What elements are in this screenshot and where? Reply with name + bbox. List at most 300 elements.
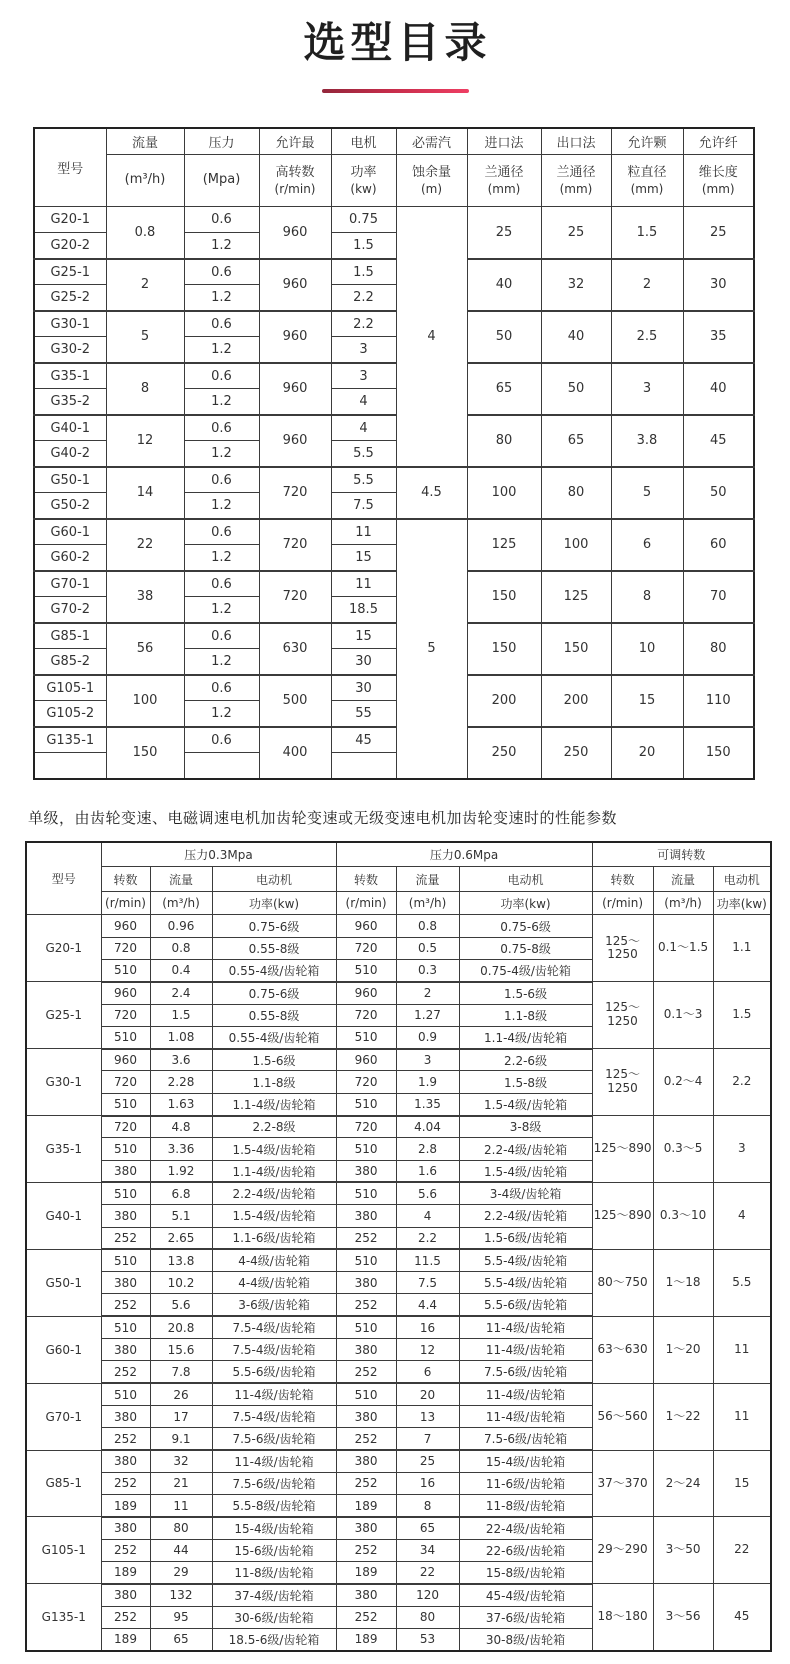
cell-flow: 0.3 <box>396 959 459 981</box>
cell-speed: 252 <box>336 1294 396 1316</box>
cell-flow: 22 <box>106 519 184 571</box>
header-col-unit: (kw) <box>350 181 377 196</box>
cell-adjustable-speed: 125～1250 <box>592 1049 653 1116</box>
cell-motor-config: 2.2-6级 <box>459 1049 592 1071</box>
cell-pressure: 1.2 <box>184 493 259 519</box>
cell-model: G50-1 <box>34 467 106 493</box>
cell-flow: 15.6 <box>150 1339 212 1361</box>
t2-header-row-groups <box>26 842 771 867</box>
cell-speed: 510 <box>101 959 150 981</box>
cell-speed: 380 <box>336 1517 396 1539</box>
cell-flow: 3 <box>396 1049 459 1071</box>
t1-head <box>34 128 754 207</box>
cell-flow: 7.5 <box>396 1272 459 1294</box>
cell-speed: 380 <box>336 1584 396 1606</box>
cell-motor-config: 15-6级/齿轮箱 <box>212 1539 336 1561</box>
cell-motor-config: 18.5-6级/齿轮箱 <box>212 1628 336 1650</box>
cell-model: G35-1 <box>26 1116 101 1183</box>
cell-flow: 65 <box>150 1628 212 1650</box>
header-col-line1: 流量 <box>106 128 184 155</box>
cell-motor-config: 1.5-4级/齿轮箱 <box>459 1160 592 1182</box>
cell-speed: 720 <box>101 1116 150 1138</box>
cell-motor-config: 3-4级/齿轮箱 <box>459 1182 592 1204</box>
cell-speed: 510 <box>101 1093 150 1115</box>
header-col-line1: 允许颗 <box>611 128 683 155</box>
table-row <box>34 519 754 545</box>
cell-speed: 380 <box>101 1405 150 1427</box>
cell-motor-power: 1.5 <box>331 259 396 285</box>
cell-adjustable-speed: 56～560 <box>592 1383 653 1450</box>
cell-model: G105-2 <box>34 701 106 727</box>
cell-flow: 0.96 <box>150 915 212 937</box>
cell-adjustable-power: 2.2 <box>713 1049 771 1116</box>
header-group: 压力0.3Mpa <box>101 842 336 867</box>
cell-adjustable-speed: 63～630 <box>592 1316 653 1383</box>
cell-flow: 13.8 <box>150 1249 212 1271</box>
cell-motor-power: 18.5 <box>331 597 396 623</box>
cell-speed: 510 <box>101 1182 150 1204</box>
cell-particle-diameter: 5 <box>611 467 683 519</box>
cell-speed: 252 <box>101 1606 150 1628</box>
cell-flow: 20 <box>396 1383 459 1405</box>
cell-speed: 380 <box>336 1339 396 1361</box>
cell-outlet-flange: 80 <box>541 467 611 519</box>
cell-motor-power: 4 <box>331 389 396 415</box>
cell-inlet-flange: 80 <box>467 415 541 467</box>
cell-speed: 252 <box>336 1361 396 1383</box>
cell-speed: 720 <box>101 1071 150 1093</box>
header-col-line23 <box>467 155 541 207</box>
cell-model: G135-1 <box>26 1584 101 1651</box>
cell-speed: 510 <box>101 1383 150 1405</box>
cell-motor-config: 4-4级/齿轮箱 <box>212 1249 336 1271</box>
cell-model: G50-1 <box>26 1249 101 1316</box>
cell-motor-config: 45-4级/齿轮箱 <box>459 1584 592 1606</box>
table-row <box>34 675 754 701</box>
cell-flow: 0.8 <box>106 207 184 259</box>
cell-inlet-flange: 200 <box>467 675 541 727</box>
cell-model: G30-1 <box>26 1049 101 1116</box>
cell-speed: 510 <box>336 1182 396 1204</box>
cell-flow: 100 <box>106 675 184 727</box>
cell-speed: 510 <box>336 1383 396 1405</box>
cell-max-speed: 720 <box>259 467 331 519</box>
cell-pressure: 0.6 <box>184 259 259 285</box>
cell-speed: 510 <box>101 1316 150 1338</box>
cell-flow: 14 <box>106 467 184 519</box>
cell-motor-config: 5.5-8级/齿轮箱 <box>212 1495 336 1517</box>
cell-model: G60-1 <box>26 1316 101 1383</box>
header-col-line23 <box>683 155 754 207</box>
cell-model: G20-1 <box>34 207 106 233</box>
cell-fiber-length: 40 <box>683 363 754 415</box>
table-row <box>26 1116 771 1138</box>
t2-header-row-labels <box>26 867 771 892</box>
cell-speed: 189 <box>336 1562 396 1584</box>
cell-outlet-flange: 32 <box>541 259 611 311</box>
cell-flow: 0.4 <box>150 959 212 981</box>
table-row <box>34 415 754 441</box>
cell-flow: 6.8 <box>150 1182 212 1204</box>
cell-flow: 1.27 <box>396 1004 459 1026</box>
cell-flow: 3.6 <box>150 1049 212 1071</box>
cell-motor-config: 1.1-4级/齿轮箱 <box>459 1026 592 1048</box>
header-group: 可调转数 <box>592 842 771 867</box>
cell-model: G85-2 <box>34 649 106 675</box>
cell-speed: 960 <box>336 1049 396 1071</box>
cell-flow: 8 <box>396 1495 459 1517</box>
cell-max-speed: 960 <box>259 311 331 363</box>
cell-model: G25-2 <box>34 285 106 311</box>
cell-adjustable-flow: 3～56 <box>653 1584 713 1651</box>
cell-flow: 2 <box>106 259 184 311</box>
cell-flow: 4 <box>396 1205 459 1227</box>
cell-motor-config: 11-4级/齿轮箱 <box>459 1316 592 1338</box>
cell-max-speed: 720 <box>259 571 331 623</box>
cell-speed: 380 <box>101 1272 150 1294</box>
cell-flow: 12 <box>106 415 184 467</box>
cell-model: G70-1 <box>26 1383 101 1450</box>
table-row <box>26 1316 771 1338</box>
header-col-line2: 功率 <box>350 164 377 180</box>
cell-particle-diameter: 6 <box>611 519 683 571</box>
cell-adjustable-power: 4 <box>713 1182 771 1249</box>
cell-model <box>34 753 106 779</box>
header-col-line1: 允许纤 <box>683 128 754 155</box>
cell-adjustable-speed: 18～180 <box>592 1584 653 1651</box>
cell-motor-config: 7.5-4级/齿轮箱 <box>212 1339 336 1361</box>
cell-flow: 150 <box>106 727 184 779</box>
cell-outlet-flange: 125 <box>541 571 611 623</box>
cell-pressure: 1.2 <box>184 441 259 467</box>
cell-speed: 252 <box>101 1294 150 1316</box>
cell-fiber-length: 60 <box>683 519 754 571</box>
cell-speed: 510 <box>101 1138 150 1160</box>
cell-pressure: 1.2 <box>184 285 259 311</box>
cell-model: G60-1 <box>34 519 106 545</box>
cell-pressure: 1.2 <box>184 545 259 571</box>
performance-parameters-table <box>25 841 772 1652</box>
cell-flow: 1.5 <box>150 1004 212 1026</box>
cell-flow: 17 <box>150 1405 212 1427</box>
header-sub-label: 转数 <box>101 867 150 892</box>
cell-flow: 11.5 <box>396 1249 459 1271</box>
cell-outlet-flange: 100 <box>541 519 611 571</box>
cell-max-speed: 630 <box>259 623 331 675</box>
cell-pressure: 1.2 <box>184 597 259 623</box>
cell-motor-power: 45 <box>331 727 396 753</box>
header-sub-label: 转数 <box>592 867 653 892</box>
header-col-unit: (mm) <box>559 181 593 196</box>
header-sub-label: 流量 <box>396 867 459 892</box>
header-sub-label: 流量 <box>150 867 212 892</box>
cell-particle-diameter: 2.5 <box>611 311 683 363</box>
cell-inlet-flange: 65 <box>467 363 541 415</box>
cell-inlet-flange: 50 <box>467 311 541 363</box>
cell-flow: 11 <box>150 1495 212 1517</box>
cell-flow: 4.8 <box>150 1116 212 1138</box>
cell-flow: 5.6 <box>150 1294 212 1316</box>
cell-particle-diameter: 10 <box>611 623 683 675</box>
cell-max-speed: 500 <box>259 675 331 727</box>
cell-inlet-flange: 150 <box>467 623 541 675</box>
cell-motor-power: 2.2 <box>331 311 396 337</box>
cell-motor-config: 5.5-6级/齿轮箱 <box>212 1361 336 1383</box>
cell-motor-config: 5.5-6级/齿轮箱 <box>459 1294 592 1316</box>
cell-speed: 960 <box>336 982 396 1004</box>
cell-inlet-flange: 125 <box>467 519 541 571</box>
cell-motor-power: 15 <box>331 545 396 571</box>
header-col-unit: (mm) <box>630 181 664 196</box>
cell-model: G25-1 <box>26 982 101 1049</box>
cell-outlet-flange: 50 <box>541 363 611 415</box>
cell-adjustable-power: 1.5 <box>713 982 771 1049</box>
cell-flow: 5.1 <box>150 1205 212 1227</box>
cell-motor-config: 11-8级/齿轮箱 <box>459 1495 592 1517</box>
cell-speed: 252 <box>336 1472 396 1494</box>
cell-speed: 510 <box>336 959 396 981</box>
cell-speed: 380 <box>336 1205 396 1227</box>
cell-pressure: 0.6 <box>184 311 259 337</box>
header-col-line23 <box>259 155 331 207</box>
cell-flow: 0.9 <box>396 1026 459 1048</box>
cell-flow: 2.28 <box>150 1071 212 1093</box>
header-col-unit: (mm) <box>701 181 735 196</box>
t1-body <box>34 207 754 779</box>
cell-speed: 720 <box>101 937 150 959</box>
cell-adjustable-flow: 0.1～3 <box>653 982 713 1049</box>
cell-flow: 120 <box>396 1584 459 1606</box>
cell-speed: 380 <box>101 1584 150 1606</box>
cell-particle-diameter: 3 <box>611 363 683 415</box>
table-row <box>26 982 771 1004</box>
cell-motor-power: 1.5 <box>331 233 396 259</box>
header-sub-label: 电动机 <box>459 867 592 892</box>
cell-motor-config: 4-4级/齿轮箱 <box>212 1272 336 1294</box>
cell-motor-config: 1.5-8级 <box>459 1071 592 1093</box>
cell-speed: 380 <box>101 1205 150 1227</box>
cell-flow: 0.8 <box>150 937 212 959</box>
header-col-line23 <box>106 155 184 207</box>
cell-adjustable-flow: 0.3～5 <box>653 1116 713 1183</box>
cell-inlet-flange: 250 <box>467 727 541 779</box>
cell-flow: 13 <box>396 1405 459 1427</box>
table-row <box>34 727 754 753</box>
cell-speed: 510 <box>336 1316 396 1338</box>
cell-speed: 510 <box>336 1249 396 1271</box>
cell-speed: 189 <box>101 1495 150 1517</box>
cell-motor-config: 11-4级/齿轮箱 <box>212 1383 336 1405</box>
cell-pressure: 1.2 <box>184 337 259 363</box>
cell-pressure: 1.2 <box>184 701 259 727</box>
cell-fiber-length: 25 <box>683 207 754 259</box>
cell-motor-config: 1.1-8级 <box>212 1071 336 1093</box>
cell-flow: 2.8 <box>396 1138 459 1160</box>
cell-flow: 16 <box>396 1472 459 1494</box>
cell-pressure: 1.2 <box>184 389 259 415</box>
cell-pressure: 0.6 <box>184 363 259 389</box>
cell-model: G25-1 <box>34 259 106 285</box>
cell-npsh: 5 <box>396 519 467 779</box>
cell-motor-config: 7.5-4级/齿轮箱 <box>212 1405 336 1427</box>
table-row <box>34 259 754 285</box>
cell-adjustable-speed: 125～890 <box>592 1116 653 1183</box>
cell-motor-config: 5.5-4级/齿轮箱 <box>459 1249 592 1271</box>
cell-speed: 252 <box>101 1428 150 1450</box>
cell-adjustable-flow: 3～50 <box>653 1517 713 1584</box>
cell-fiber-length: 80 <box>683 623 754 675</box>
cell-motor-power: 3 <box>331 363 396 389</box>
header-col-line2: (m³/h) <box>124 172 166 188</box>
cell-motor-config: 15-4级/齿轮箱 <box>212 1517 336 1539</box>
cell-flow: 80 <box>396 1606 459 1628</box>
header-model: 型号 <box>26 842 101 915</box>
cell-speed: 380 <box>336 1450 396 1472</box>
cell-motor-config: 30-6级/齿轮箱 <box>212 1606 336 1628</box>
header-col-line2: 兰通径 <box>556 164 596 180</box>
cell-motor-config: 37-6级/齿轮箱 <box>459 1606 592 1628</box>
cell-flow: 5 <box>106 311 184 363</box>
cell-adjustable-speed: 29～290 <box>592 1517 653 1584</box>
cell-adjustable-flow: 2～24 <box>653 1450 713 1517</box>
header-col-line23 <box>331 155 396 207</box>
header-col-line1: 进口法 <box>467 128 541 155</box>
cell-adjustable-speed: 125～1250 <box>592 915 653 982</box>
cell-speed: 252 <box>101 1227 150 1249</box>
header-col-line2: 兰通径 <box>484 164 524 180</box>
cell-pressure: 1.2 <box>184 233 259 259</box>
cell-pressure <box>184 753 259 779</box>
header-sub-label: 转数 <box>336 867 396 892</box>
cell-motor-power: 5.5 <box>331 467 396 493</box>
cell-speed: 380 <box>101 1160 150 1182</box>
cell-flow: 2 <box>396 982 459 1004</box>
cell-motor-config: 1.5-6级/齿轮箱 <box>459 1227 592 1249</box>
header-sub-unit: 功率(kw) <box>212 892 336 915</box>
header-col-line23 <box>396 155 467 207</box>
cell-flow: 32 <box>150 1450 212 1472</box>
cell-motor-power: 7.5 <box>331 493 396 519</box>
cell-flow: 12 <box>396 1339 459 1361</box>
cell-adjustable-power: 22 <box>713 1517 771 1584</box>
table-row <box>26 915 771 937</box>
cell-motor-config: 22-4级/齿轮箱 <box>459 1517 592 1539</box>
cell-motor-config: 1.1-6级/齿轮箱 <box>212 1227 336 1249</box>
cell-flow: 9.1 <box>150 1428 212 1450</box>
cell-motor-config: 0.55-4级/齿轮箱 <box>212 959 336 981</box>
cell-model: G135-1 <box>34 727 106 753</box>
cell-adjustable-flow: 1～20 <box>653 1316 713 1383</box>
cell-motor-config: 0.75-6级 <box>212 982 336 1004</box>
header-col-line1: 压力 <box>184 128 259 155</box>
cell-speed: 960 <box>101 982 150 1004</box>
cell-pressure: 1.2 <box>184 649 259 675</box>
title-underline-accent <box>322 89 469 93</box>
cell-speed: 252 <box>336 1539 396 1561</box>
cell-speed: 510 <box>101 1026 150 1048</box>
cell-particle-diameter: 3.8 <box>611 415 683 467</box>
cell-particle-diameter: 2 <box>611 259 683 311</box>
cell-adjustable-power: 11 <box>713 1316 771 1383</box>
cell-inlet-flange: 40 <box>467 259 541 311</box>
cell-inlet-flange: 100 <box>467 467 541 519</box>
cell-max-speed: 720 <box>259 519 331 571</box>
cell-speed: 380 <box>336 1405 396 1427</box>
cell-motor-config: 0.75-6级 <box>459 915 592 937</box>
cell-adjustable-flow: 1～18 <box>653 1249 713 1316</box>
cell-motor-config: 11-4级/齿轮箱 <box>459 1339 592 1361</box>
header-col-line23 <box>541 155 611 207</box>
cell-speed: 380 <box>336 1160 396 1182</box>
cell-motor-config: 15-4级/齿轮箱 <box>459 1450 592 1472</box>
cell-motor-config: 11-4级/齿轮箱 <box>459 1383 592 1405</box>
header-col-line2: 蚀余量 <box>411 164 451 180</box>
cell-particle-diameter: 1.5 <box>611 207 683 259</box>
cell-adjustable-speed: 125～890 <box>592 1182 653 1249</box>
cell-flow: 44 <box>150 1539 212 1561</box>
cell-flow: 21 <box>150 1472 212 1494</box>
header-col-line2: 高转数 <box>275 164 315 180</box>
cell-adjustable-flow: 1～22 <box>653 1383 713 1450</box>
table-row <box>34 363 754 389</box>
cell-adjustable-speed: 80～750 <box>592 1249 653 1316</box>
cell-flow: 3.36 <box>150 1138 212 1160</box>
cell-motor-config: 11-4级/齿轮箱 <box>212 1450 336 1472</box>
cell-adjustable-flow: 0.3～10 <box>653 1182 713 1249</box>
cell-outlet-flange: 25 <box>541 207 611 259</box>
cell-motor-config: 2.2-4级/齿轮箱 <box>459 1205 592 1227</box>
cell-speed: 252 <box>336 1606 396 1628</box>
cell-flow: 2.2 <box>396 1227 459 1249</box>
cell-particle-diameter: 8 <box>611 571 683 623</box>
cell-speed: 720 <box>101 1004 150 1026</box>
cell-pressure: 0.6 <box>184 467 259 493</box>
cell-max-speed: 960 <box>259 259 331 311</box>
cell-speed: 189 <box>336 1495 396 1517</box>
cell-flow: 16 <box>396 1316 459 1338</box>
cell-motor-config: 30-8级/齿轮箱 <box>459 1628 592 1650</box>
cell-flow: 2.65 <box>150 1227 212 1249</box>
cell-adjustable-speed: 37～370 <box>592 1450 653 1517</box>
cell-flow: 22 <box>396 1562 459 1584</box>
cell-flow: 80 <box>150 1517 212 1539</box>
cell-adjustable-power: 45 <box>713 1584 771 1651</box>
cell-motor-power: 0.75 <box>331 207 396 233</box>
cell-flow: 4.4 <box>396 1294 459 1316</box>
cell-motor-config: 1.1-4级/齿轮箱 <box>212 1093 336 1115</box>
cell-model: G40-1 <box>26 1182 101 1249</box>
cell-speed: 720 <box>336 1071 396 1093</box>
cell-model: G50-2 <box>34 493 106 519</box>
cell-flow: 1.63 <box>150 1093 212 1115</box>
cell-motor-power: 11 <box>331 571 396 597</box>
cell-flow: 5.6 <box>396 1182 459 1204</box>
cell-flow: 7.8 <box>150 1361 212 1383</box>
cell-fiber-length: 110 <box>683 675 754 727</box>
header-group: 压力0.6Mpa <box>336 842 592 867</box>
cell-flow: 38 <box>106 571 184 623</box>
cell-adjustable-power: 11 <box>713 1383 771 1450</box>
cell-speed: 189 <box>101 1628 150 1650</box>
cell-speed: 252 <box>336 1227 396 1249</box>
cell-flow: 6 <box>396 1361 459 1383</box>
cell-flow: 56 <box>106 623 184 675</box>
cell-motor-config: 3-8级 <box>459 1116 592 1138</box>
cell-outlet-flange: 250 <box>541 727 611 779</box>
cell-max-speed: 960 <box>259 415 331 467</box>
cell-adjustable-flow: 0.2～4 <box>653 1049 713 1116</box>
cell-model: G60-2 <box>34 545 106 571</box>
